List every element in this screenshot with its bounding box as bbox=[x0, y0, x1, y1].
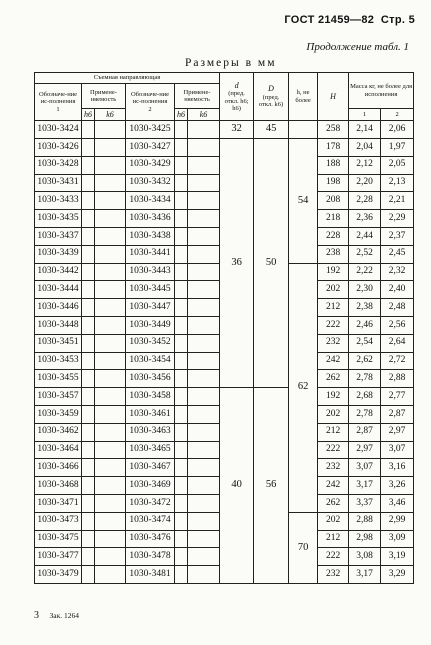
designation-2-cell: 1030-3465 bbox=[126, 441, 175, 459]
designation-1-cell: 1030-3471 bbox=[35, 494, 82, 512]
application-k6-cell bbox=[95, 263, 126, 281]
H-cell: 242 bbox=[318, 477, 349, 495]
application-k6-cell bbox=[95, 352, 126, 370]
application-k6-cell bbox=[95, 227, 126, 245]
mass-2-cell: 2,87 bbox=[381, 405, 414, 423]
application-h6-cell bbox=[175, 530, 188, 548]
h-cell bbox=[289, 121, 318, 139]
mass-2-cell: 2,48 bbox=[381, 299, 414, 317]
header-k6-1: k6 bbox=[95, 109, 126, 121]
application-h6-cell bbox=[175, 138, 188, 156]
H-cell: 232 bbox=[318, 459, 349, 477]
application-h6-cell bbox=[82, 138, 95, 156]
mass-1-cell: 2,78 bbox=[349, 370, 381, 388]
d-cell: 32 bbox=[220, 121, 254, 139]
mass-1-cell: 2,62 bbox=[349, 352, 381, 370]
mass-1-cell: 2,36 bbox=[349, 210, 381, 228]
mass-1-cell: 2,68 bbox=[349, 388, 381, 406]
application-h6-cell bbox=[175, 121, 188, 139]
header-mass-2: 2 bbox=[381, 109, 414, 121]
header-designation-2-text: Обозначе-ние ис-полнения bbox=[130, 90, 170, 106]
application-k6-cell bbox=[188, 423, 220, 441]
application-k6-cell bbox=[95, 548, 126, 566]
mass-1-cell: 2,04 bbox=[349, 138, 381, 156]
application-k6-cell bbox=[95, 210, 126, 228]
header-mass-1: 1 bbox=[349, 109, 381, 121]
H-cell: 242 bbox=[318, 352, 349, 370]
application-k6-cell bbox=[188, 530, 220, 548]
H-cell: 212 bbox=[318, 299, 349, 317]
dimensions-table bbox=[34, 72, 414, 584]
d-cell: 36 bbox=[220, 138, 254, 387]
application-h6-cell bbox=[175, 245, 188, 263]
application-h6-cell bbox=[175, 423, 188, 441]
application-h6-cell bbox=[175, 494, 188, 512]
H-cell: 222 bbox=[318, 441, 349, 459]
application-k6-cell bbox=[95, 156, 126, 174]
application-h6-cell bbox=[175, 566, 188, 584]
mass-1-cell: 2,52 bbox=[349, 245, 381, 263]
H-cell: 208 bbox=[318, 192, 349, 210]
table-body bbox=[35, 121, 414, 584]
header-designation-2-num: 2 bbox=[148, 105, 152, 113]
D-cell: 45 bbox=[254, 121, 289, 139]
mass-2-cell: 3,26 bbox=[381, 477, 414, 495]
application-h6-cell bbox=[82, 281, 95, 299]
designation-1-cell: 1030-3455 bbox=[35, 370, 82, 388]
application-h6-cell bbox=[175, 299, 188, 317]
application-k6-cell bbox=[188, 352, 220, 370]
table-row bbox=[35, 388, 414, 406]
D-cell: 56 bbox=[254, 388, 289, 584]
designation-2-cell: 1030-3432 bbox=[126, 174, 175, 192]
application-h6-cell bbox=[175, 192, 188, 210]
header-group-title: Съемная направляющая bbox=[35, 73, 220, 84]
designation-2-cell: 1030-3458 bbox=[126, 388, 175, 406]
H-cell: 228 bbox=[318, 227, 349, 245]
page-number: 5 bbox=[408, 14, 415, 26]
footer-order: Зак. 1264 bbox=[49, 611, 79, 620]
table-row bbox=[35, 121, 414, 139]
application-h6-cell bbox=[82, 352, 95, 370]
mass-2-cell: 2,45 bbox=[381, 245, 414, 263]
d-cell: 40 bbox=[220, 388, 254, 584]
application-k6-cell bbox=[95, 334, 126, 352]
designation-2-cell: 1030-3467 bbox=[126, 459, 175, 477]
mass-1-cell: 3,08 bbox=[349, 548, 381, 566]
designation-2-cell: 1030-3476 bbox=[126, 530, 175, 548]
designation-1-cell: 1030-3473 bbox=[35, 512, 82, 530]
application-k6-cell bbox=[188, 138, 220, 156]
mass-1-cell: 2,28 bbox=[349, 192, 381, 210]
designation-1-cell: 1030-3448 bbox=[35, 316, 82, 334]
application-k6-cell bbox=[95, 192, 126, 210]
application-k6-cell bbox=[95, 494, 126, 512]
application-k6-cell bbox=[188, 459, 220, 477]
designation-1-cell: 1030-3446 bbox=[35, 299, 82, 317]
header-designation-1 bbox=[35, 84, 82, 121]
mass-1-cell: 3,17 bbox=[349, 566, 381, 584]
application-k6-cell bbox=[188, 477, 220, 495]
mass-2-cell: 3,07 bbox=[381, 441, 414, 459]
application-h6-cell bbox=[175, 227, 188, 245]
mass-2-cell: 2,99 bbox=[381, 512, 414, 530]
H-cell: 212 bbox=[318, 423, 349, 441]
designation-2-cell: 1030-3478 bbox=[126, 548, 175, 566]
application-k6-cell bbox=[95, 530, 126, 548]
application-k6-cell bbox=[95, 174, 126, 192]
header-k6-2: k6 bbox=[188, 109, 220, 121]
h-cell: 54 bbox=[289, 138, 318, 263]
designation-2-cell: 1030-3434 bbox=[126, 192, 175, 210]
application-k6-cell bbox=[188, 192, 220, 210]
application-k6-cell bbox=[188, 156, 220, 174]
designation-2-cell: 1030-3449 bbox=[126, 316, 175, 334]
designation-1-cell: 1030-3428 bbox=[35, 156, 82, 174]
mass-2-cell: 3,29 bbox=[381, 566, 414, 584]
footer-page-number: 3 bbox=[34, 610, 39, 621]
mass-1-cell: 2,30 bbox=[349, 281, 381, 299]
sizes-title: Размеры в мм bbox=[185, 57, 277, 69]
header-H: H bbox=[318, 73, 349, 121]
application-k6-cell bbox=[95, 566, 126, 584]
application-h6-cell bbox=[175, 174, 188, 192]
application-h6-cell bbox=[175, 548, 188, 566]
doc-header bbox=[284, 14, 415, 26]
application-h6-cell bbox=[82, 423, 95, 441]
designation-1-cell: 1030-3459 bbox=[35, 405, 82, 423]
mass-1-cell: 2,14 bbox=[349, 121, 381, 139]
header-h6-1: h6 bbox=[82, 109, 95, 121]
application-h6-cell bbox=[82, 121, 95, 139]
application-h6-cell bbox=[82, 566, 95, 584]
application-k6-cell bbox=[95, 423, 126, 441]
header-d bbox=[220, 73, 254, 121]
application-k6-cell bbox=[188, 121, 220, 139]
application-k6-cell bbox=[188, 263, 220, 281]
application-h6-cell bbox=[82, 441, 95, 459]
application-h6-cell bbox=[175, 477, 188, 495]
mass-1-cell: 2,97 bbox=[349, 441, 381, 459]
header-h6-2: h6 bbox=[175, 109, 188, 121]
mass-1-cell: 2,54 bbox=[349, 334, 381, 352]
application-k6-cell bbox=[188, 316, 220, 334]
application-h6-cell bbox=[175, 316, 188, 334]
mass-1-cell: 2,98 bbox=[349, 530, 381, 548]
application-k6-cell bbox=[188, 370, 220, 388]
table-continuation-note: Продолжение табл. 1 bbox=[306, 41, 409, 53]
designation-2-cell: 1030-3443 bbox=[126, 263, 175, 281]
H-cell: 202 bbox=[318, 512, 349, 530]
mass-1-cell: 2,38 bbox=[349, 299, 381, 317]
application-h6-cell bbox=[175, 156, 188, 174]
application-k6-cell bbox=[188, 494, 220, 512]
application-h6-cell bbox=[175, 352, 188, 370]
application-h6-cell bbox=[82, 477, 95, 495]
application-h6-cell bbox=[175, 334, 188, 352]
header-designation-1-num: 1 bbox=[56, 105, 60, 113]
application-k6-cell bbox=[188, 566, 220, 584]
application-h6-cell bbox=[82, 156, 95, 174]
page-label: Стр. bbox=[380, 14, 406, 26]
application-k6-cell bbox=[188, 441, 220, 459]
mass-1-cell: 3,17 bbox=[349, 477, 381, 495]
H-cell: 258 bbox=[318, 121, 349, 139]
designation-1-cell: 1030-3437 bbox=[35, 227, 82, 245]
application-k6-cell bbox=[188, 405, 220, 423]
table-row bbox=[35, 138, 414, 156]
designation-2-cell: 1030-3456 bbox=[126, 370, 175, 388]
mass-2-cell: 2,05 bbox=[381, 156, 414, 174]
header-d-symbol: d bbox=[234, 80, 239, 90]
application-k6-cell bbox=[95, 405, 126, 423]
header-mass: Масса кг, не более для исполнения bbox=[349, 73, 414, 109]
designation-2-cell: 1030-3461 bbox=[126, 405, 175, 423]
header-D bbox=[254, 73, 289, 121]
application-h6-cell bbox=[82, 494, 95, 512]
mass-2-cell: 3,19 bbox=[381, 548, 414, 566]
application-h6-cell bbox=[175, 459, 188, 477]
H-cell: 232 bbox=[318, 334, 349, 352]
mass-2-cell: 2,72 bbox=[381, 352, 414, 370]
mass-2-cell: 2,37 bbox=[381, 227, 414, 245]
application-k6-cell bbox=[95, 370, 126, 388]
application-k6-cell bbox=[188, 281, 220, 299]
application-k6-cell bbox=[188, 548, 220, 566]
application-k6-cell bbox=[188, 227, 220, 245]
designation-2-cell: 1030-3472 bbox=[126, 494, 175, 512]
application-h6-cell bbox=[175, 210, 188, 228]
designation-2-cell: 1030-3469 bbox=[126, 477, 175, 495]
application-h6-cell bbox=[82, 263, 95, 281]
mass-2-cell: 3,16 bbox=[381, 459, 414, 477]
mass-2-cell: 2,97 bbox=[381, 423, 414, 441]
h-cell: 62 bbox=[289, 263, 318, 512]
H-cell: 202 bbox=[318, 281, 349, 299]
application-h6-cell bbox=[82, 388, 95, 406]
designation-1-cell: 1030-3464 bbox=[35, 441, 82, 459]
designation-1-cell: 1030-3442 bbox=[35, 263, 82, 281]
application-k6-cell bbox=[188, 334, 220, 352]
mass-2-cell: 2,32 bbox=[381, 263, 414, 281]
mass-2-cell: 2,13 bbox=[381, 174, 414, 192]
application-h6-cell bbox=[82, 245, 95, 263]
mass-1-cell: 3,07 bbox=[349, 459, 381, 477]
designation-1-cell: 1030-3433 bbox=[35, 192, 82, 210]
designation-1-cell: 1030-3477 bbox=[35, 548, 82, 566]
mass-2-cell: 2,64 bbox=[381, 334, 414, 352]
application-h6-cell bbox=[82, 316, 95, 334]
designation-1-cell: 1030-3457 bbox=[35, 388, 82, 406]
H-cell: 202 bbox=[318, 405, 349, 423]
designation-2-cell: 1030-3429 bbox=[126, 156, 175, 174]
application-k6-cell bbox=[188, 174, 220, 192]
mass-2-cell: 1,97 bbox=[381, 138, 414, 156]
D-cell: 50 bbox=[254, 138, 289, 387]
application-k6-cell bbox=[95, 441, 126, 459]
application-k6-cell bbox=[95, 121, 126, 139]
mass-2-cell: 3,09 bbox=[381, 530, 414, 548]
designation-2-cell: 1030-3452 bbox=[126, 334, 175, 352]
designation-1-cell: 1030-3444 bbox=[35, 281, 82, 299]
header-designation-1-text: Обозначе-ние ис-полнения bbox=[38, 90, 78, 106]
application-h6-cell bbox=[82, 227, 95, 245]
application-h6-cell bbox=[82, 192, 95, 210]
designation-1-cell: 1030-3468 bbox=[35, 477, 82, 495]
H-cell: 192 bbox=[318, 388, 349, 406]
application-k6-cell bbox=[95, 245, 126, 263]
application-k6-cell bbox=[188, 512, 220, 530]
designation-2-cell: 1030-3454 bbox=[126, 352, 175, 370]
designation-2-cell: 1030-3425 bbox=[126, 121, 175, 139]
designation-1-cell: 1030-3479 bbox=[35, 566, 82, 584]
H-cell: 178 bbox=[318, 138, 349, 156]
mass-1-cell: 2,12 bbox=[349, 156, 381, 174]
H-cell: 232 bbox=[318, 566, 349, 584]
designation-2-cell: 1030-3441 bbox=[126, 245, 175, 263]
header-d-note: (пред. откл. h6; h6) bbox=[224, 90, 249, 113]
application-h6-cell bbox=[82, 174, 95, 192]
designation-1-cell: 1030-3466 bbox=[35, 459, 82, 477]
designation-1-cell: 1030-3424 bbox=[35, 121, 82, 139]
designation-2-cell: 1030-3481 bbox=[126, 566, 175, 584]
application-h6-cell bbox=[82, 530, 95, 548]
application-k6-cell bbox=[95, 512, 126, 530]
application-k6-cell bbox=[188, 388, 220, 406]
designation-1-cell: 1030-3426 bbox=[35, 138, 82, 156]
application-h6-cell bbox=[82, 405, 95, 423]
designation-1-cell: 1030-3462 bbox=[35, 423, 82, 441]
mass-1-cell: 3,37 bbox=[349, 494, 381, 512]
H-cell: 262 bbox=[318, 494, 349, 512]
application-h6-cell bbox=[82, 459, 95, 477]
header-D-symbol: D bbox=[268, 84, 274, 94]
mass-1-cell: 2,20 bbox=[349, 174, 381, 192]
designation-1-cell: 1030-3453 bbox=[35, 352, 82, 370]
application-k6-cell bbox=[188, 299, 220, 317]
designation-2-cell: 1030-3447 bbox=[126, 299, 175, 317]
application-h6-cell bbox=[175, 388, 188, 406]
mass-2-cell: 2,40 bbox=[381, 281, 414, 299]
designation-2-cell: 1030-3436 bbox=[126, 210, 175, 228]
H-cell: 222 bbox=[318, 548, 349, 566]
H-cell: 188 bbox=[318, 156, 349, 174]
mass-1-cell: 2,78 bbox=[349, 405, 381, 423]
H-cell: 218 bbox=[318, 210, 349, 228]
application-k6-cell bbox=[95, 316, 126, 334]
application-k6-cell bbox=[95, 477, 126, 495]
application-h6-cell bbox=[175, 441, 188, 459]
page-footer bbox=[34, 610, 79, 621]
application-h6-cell bbox=[82, 210, 95, 228]
application-k6-cell bbox=[95, 138, 126, 156]
designation-2-cell: 1030-3427 bbox=[126, 138, 175, 156]
mass-2-cell: 2,06 bbox=[381, 121, 414, 139]
mass-1-cell: 2,22 bbox=[349, 263, 381, 281]
designation-1-cell: 1030-3435 bbox=[35, 210, 82, 228]
application-k6-cell bbox=[95, 299, 126, 317]
mass-2-cell: 2,29 bbox=[381, 210, 414, 228]
application-h6-cell bbox=[82, 548, 95, 566]
designation-2-cell: 1030-3463 bbox=[126, 423, 175, 441]
application-h6-cell bbox=[175, 370, 188, 388]
H-cell: 238 bbox=[318, 245, 349, 263]
application-h6-cell bbox=[82, 334, 95, 352]
header-h: h, не более bbox=[289, 73, 318, 121]
h-cell: 70 bbox=[289, 512, 318, 583]
H-cell: 192 bbox=[318, 263, 349, 281]
mass-2-cell: 2,21 bbox=[381, 192, 414, 210]
application-k6-cell bbox=[188, 210, 220, 228]
application-h6-cell bbox=[82, 299, 95, 317]
application-h6-cell bbox=[82, 512, 95, 530]
standard-number: ГОСТ 21459—82 bbox=[284, 14, 375, 26]
mass-1-cell: 2,88 bbox=[349, 512, 381, 530]
application-h6-cell bbox=[175, 263, 188, 281]
mass-1-cell: 2,46 bbox=[349, 316, 381, 334]
application-h6-cell bbox=[82, 370, 95, 388]
header-designation-2 bbox=[126, 84, 175, 121]
designation-2-cell: 1030-3474 bbox=[126, 512, 175, 530]
H-cell: 198 bbox=[318, 174, 349, 192]
mass-2-cell: 2,88 bbox=[381, 370, 414, 388]
mass-2-cell: 2,77 bbox=[381, 388, 414, 406]
application-h6-cell bbox=[175, 512, 188, 530]
H-cell: 212 bbox=[318, 530, 349, 548]
application-h6-cell bbox=[175, 281, 188, 299]
application-k6-cell bbox=[188, 245, 220, 263]
mass-2-cell: 3,46 bbox=[381, 494, 414, 512]
mass-1-cell: 2,44 bbox=[349, 227, 381, 245]
application-h6-cell bbox=[175, 405, 188, 423]
designation-1-cell: 1030-3475 bbox=[35, 530, 82, 548]
designation-1-cell: 1030-3451 bbox=[35, 334, 82, 352]
mass-2-cell: 2,56 bbox=[381, 316, 414, 334]
application-k6-cell bbox=[95, 281, 126, 299]
header-application-2: Примене-няемость bbox=[175, 84, 220, 109]
designation-1-cell: 1030-3439 bbox=[35, 245, 82, 263]
application-k6-cell bbox=[95, 388, 126, 406]
mass-1-cell: 2,87 bbox=[349, 423, 381, 441]
header-D-note: (пред. откл. k6) bbox=[258, 93, 284, 109]
header-application-1: Примене-няемость bbox=[82, 84, 126, 109]
application-k6-cell bbox=[95, 459, 126, 477]
H-cell: 222 bbox=[318, 316, 349, 334]
designation-2-cell: 1030-3438 bbox=[126, 227, 175, 245]
designation-2-cell: 1030-3445 bbox=[126, 281, 175, 299]
H-cell: 262 bbox=[318, 370, 349, 388]
designation-1-cell: 1030-3431 bbox=[35, 174, 82, 192]
